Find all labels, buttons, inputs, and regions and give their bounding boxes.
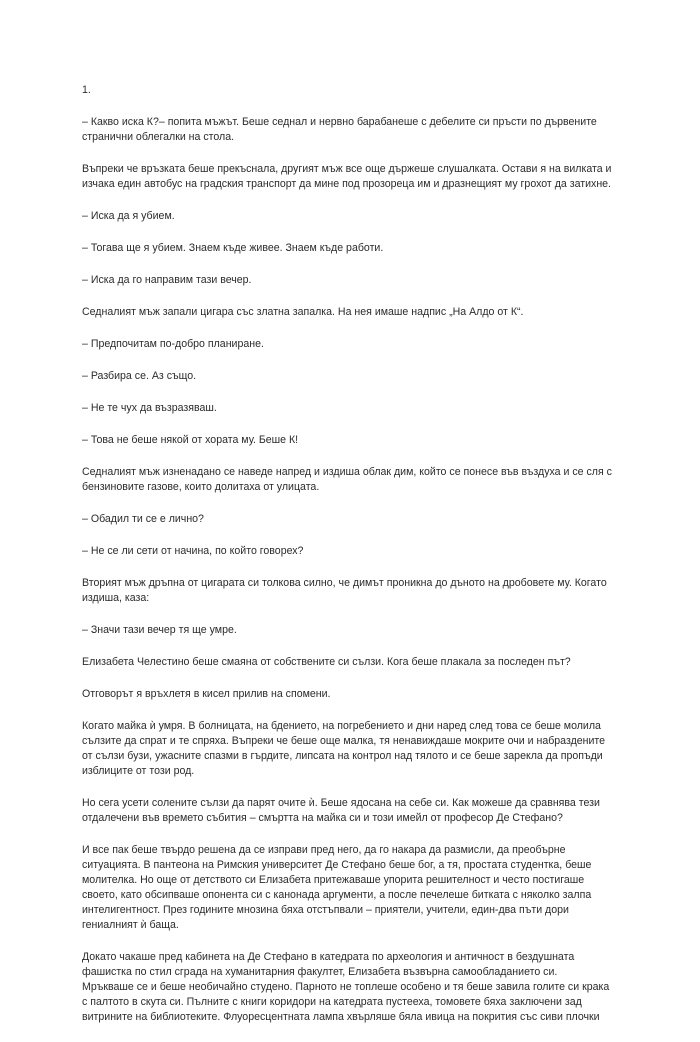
text-line: Седналият мъж изненадано се наведе напред и издиша облак дим, който се понесе във въздуха и се сля с xyxy=(82,466,612,478)
text-line: своето, като обсипваше опонента си с канонада аргументи, а после печелеше битката с няколко залпа xyxy=(82,889,592,901)
text-line: – Това не беше някой от хората му. Беше К! xyxy=(82,434,299,446)
text-line: ситуацията. В пантеона на Римския университет Де Стефано беше бог, а тя, простата студентка, беше xyxy=(82,859,592,871)
text-line: издиша, каза: xyxy=(82,592,150,604)
text-line: отдалечени във времето събития – смъртта на майка си и този имейл от професор Де Стефано? xyxy=(82,812,563,824)
paragraph xyxy=(82,401,624,416)
paragraph xyxy=(82,576,624,606)
text-line: странични облегалки на стола. xyxy=(82,131,235,143)
text-line: Но сега усети солените сълзи да парят очите ѝ. Беше ядосана на себе си. Как можеше да сравнява тези xyxy=(82,797,600,809)
text-line: Елизабета Челестино беше смаяна от собствените си сълзи. Кога беше плакала за последен път? xyxy=(82,656,571,668)
text-line: интелигентност. През годините мнозина бяха отстъпвали – приятели, учители, един-два пъти дори xyxy=(82,904,569,916)
text-line: витрините на библиотеките. Флуоресцентната лампа хвърляше бяла ивица на покрития със сиви плочки xyxy=(82,1011,600,1023)
text-line: с палтото в скута си. Пълните с книги коридори на катедрата пустееха, томовете бяха заключени зад xyxy=(82,996,582,1008)
paragraph xyxy=(82,719,624,779)
text-line: – Разбира се. Аз също. xyxy=(82,370,197,382)
chapter-number: 1. xyxy=(82,84,91,96)
paragraph xyxy=(82,209,624,224)
document-body xyxy=(82,83,624,1042)
paragraph xyxy=(82,843,624,933)
text-line: бензиновите газове, които долитаха от улицата. xyxy=(82,481,320,493)
paragraph xyxy=(82,337,624,352)
text-line: Отговорът я връхлетя в кисел прилив на спомени. xyxy=(82,688,331,700)
paragraph xyxy=(82,655,624,670)
text-line: изчака един автобус на градския транспорт да мине под прозореца им и дразнещият му грохот да затихне. xyxy=(82,178,612,190)
text-line: – Какво иска К?– попита мъжът. Беше седнал и нервно барабанеше с дебелите си пръсти по дървените xyxy=(82,116,597,128)
text-line: Докато чакаше пред кабинета на Де Стефано в катедрата по археология и античност в бездушната xyxy=(82,951,575,963)
text-line: Въпреки че връзката беше прекъснала, другият мъж все още държеше слушалката. Остави я на вилката и xyxy=(82,163,612,175)
text-line: Мръкваше се и беше необичайно студено. Парното не топлеше особено и тя беше завила голите си крака xyxy=(82,981,610,993)
text-line: гениалният ѝ баща. xyxy=(82,919,179,931)
paragraph xyxy=(82,950,624,1025)
paragraph xyxy=(82,465,624,495)
text-line: – Обадил ти се е лично? xyxy=(82,513,204,525)
text-line: молителка. Но още от детството си Елизабета притежаваше упорита решителност и често постигаше xyxy=(82,874,585,886)
paragraph xyxy=(82,273,624,288)
text-line: – Иска да я убием. xyxy=(82,210,175,222)
text-line: от сълзи бузи, ужасните спазми в гърдите, липсата на контрол над тялото и се беше зарекла да пропъди xyxy=(82,750,603,762)
text-line: – Не те чух да възразяваш. xyxy=(82,402,217,414)
text-line: – Не се ли сети от начина, по който говорех? xyxy=(82,545,304,557)
paragraph xyxy=(82,796,624,826)
text-line: – Значи тази вечер тя ще умре. xyxy=(82,624,237,636)
text-line: изблиците от този род. xyxy=(82,765,195,777)
text-line: Вторият мъж дръпна от цигарата си толкова силно, че димът проникна до дъното на дробовете му. Когато xyxy=(82,577,607,589)
paragraph xyxy=(82,687,624,702)
paragraph xyxy=(82,305,624,320)
paragraph xyxy=(82,544,624,559)
paragraph xyxy=(82,623,624,638)
text-line: фашистка по стил сграда на хуманитарния факултет, Елизабета възвърна самообладанието си. xyxy=(82,966,558,978)
text-line: сълзите да спрат и те спряха. Въпреки че беше още малка, тя ненавиждаше мокрите очи и набраздените xyxy=(82,735,606,747)
text-line: – Иска да го направим тази вечер. xyxy=(82,274,252,286)
paragraph xyxy=(82,433,624,448)
paragraph xyxy=(82,162,624,192)
paragraph xyxy=(82,241,624,256)
paragraph xyxy=(82,512,624,527)
text-line: И все пак беше твърдо решена да се изправи пред него, да го накара да размисли, да преобърне xyxy=(82,844,566,856)
text-line: – Предпочитам по-добро планиране. xyxy=(82,338,264,350)
text-line: Седналият мъж запали цигара със златна запалка. На нея имаше надпис „На Алдо от К“. xyxy=(82,306,524,318)
paragraph xyxy=(82,369,624,384)
paragraph xyxy=(82,115,624,145)
text-line: – Тогава ще я убием. Знаем къде живее. Знаем къде работи. xyxy=(82,242,384,254)
text-line: Когато майка ѝ умря. В болницата, на бдението, на погребението и дни наред след това се беше молила xyxy=(82,720,601,732)
